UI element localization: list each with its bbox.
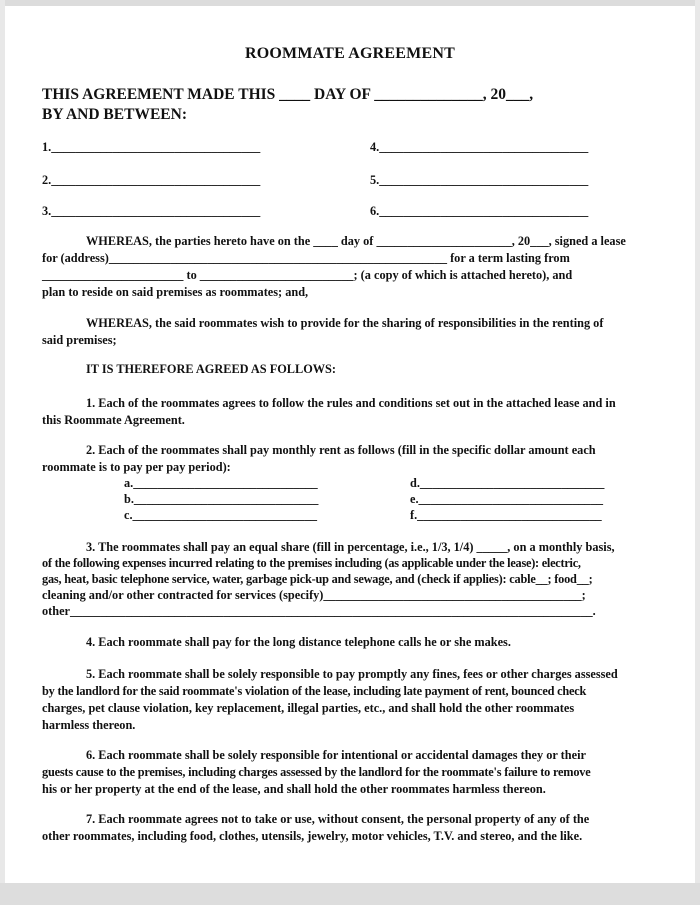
- page-right-edge: [695, 0, 700, 905]
- agreement-date-line: THIS AGREEMENT MADE THIS ____ DAY OF ______________, 20___,: [42, 86, 534, 103]
- whereas-share-line-1: WHEREAS, the said roommates wish to provide for the sharing of responsibilities in the renting of: [86, 316, 604, 330]
- clause-3-line-1: 3. The roommates shall pay an equal share (fill in percentage, i.e., 1/3, 1/4) _____, on a monthly basis,: [86, 540, 615, 554]
- page-bottom-edge: [0, 883, 700, 905]
- clause-7-line-2: other roommates, including food, clothes, utensils, jewelry, motor vehicles, T.V. and stereo, and the like.: [42, 829, 583, 843]
- document-title: ROOMMATE AGREEMENT: [245, 45, 455, 62]
- clause-1-line-1: 1. Each of the roommates agrees to follow the rules and conditions set out in the attached lease and in: [86, 396, 616, 410]
- rent-field-e[interactable]: e.______________________________: [410, 492, 603, 506]
- clause-3-line-2: of the following expenses incurred relating to the premises including (as applicable under the lease): electric,: [42, 556, 581, 570]
- clause-5-line-2: by the landlord for the said roommate's violation of the lease, including late payment of rent, bounced check: [42, 684, 587, 698]
- rent-field-c[interactable]: c.______________________________: [124, 508, 317, 522]
- clause-6-line-2: guests cause to the premises, including charges assessed by the landlord for the roommate's failure to remove: [42, 765, 591, 779]
- agreed-heading: IT IS THEREFORE AGREED AS FOLLOWS:: [86, 362, 336, 376]
- party-3-field[interactable]: 3.__________________________________: [42, 204, 261, 218]
- whereas-lease-line-3: _______________________ to _________________________; (a copy of which is attached hereto), and: [42, 268, 573, 282]
- clause-1-line-2: this Roommate Agreement.: [42, 413, 185, 427]
- party-2-field[interactable]: 2.__________________________________: [42, 173, 261, 187]
- page-left-edge: [0, 0, 5, 905]
- whereas-lease-line-2: for (address)_______________________________________________________ for a term lasting from: [42, 251, 570, 265]
- clause-3-line-5: other_____________________________________________________________________________________.: [42, 604, 596, 618]
- rent-field-b[interactable]: b.______________________________: [124, 492, 319, 506]
- clause-5-line-4: harmless thereon.: [42, 718, 136, 732]
- clause-3-line-4: cleaning and/or other contracted for services (specify)__________________________________________;: [42, 588, 586, 602]
- rent-field-d[interactable]: d.______________________________: [410, 476, 605, 490]
- clause-2-line-2: roommate is to pay per pay period):: [42, 460, 231, 474]
- clause-5-line-3: charges, pet clause violation, key replacement, illegal parties, etc., and shall hold the other roommates: [42, 701, 575, 715]
- clause-5-line-1: 5. Each roommate shall be solely responsible to pay promptly any fines, fees or other charges assessed: [86, 667, 618, 681]
- clause-7-line-1: 7. Each roommate agrees not to take or use, without consent, the personal property of any of the: [86, 812, 590, 826]
- whereas-lease-line-4: plan to reside on said premises as roommates; and,: [42, 285, 309, 299]
- clause-2-line-1: 2. Each of the roommates shall pay monthly rent as follows (fill in the specific dollar amount each: [86, 443, 596, 457]
- clause-3-line-3: gas, heat, basic telephone service, water, garbage pick-up and sewage, and (check if applies): cable__; food__;: [42, 572, 593, 586]
- party-6-field[interactable]: 6.__________________________________: [370, 204, 589, 218]
- page-top-edge: [0, 0, 700, 6]
- rent-field-f[interactable]: f.______________________________: [410, 508, 602, 522]
- whereas-lease-line-1: WHEREAS, the parties hereto have on the ____ day of ______________________, 20___, signed a lease: [86, 234, 626, 248]
- by-and-between-line: BY AND BETWEEN:: [42, 106, 187, 123]
- clause-6-line-3: his or her property at the end of the lease, and shall hold the other roommates harmless thereon.: [42, 782, 546, 796]
- rent-field-a[interactable]: a.______________________________: [124, 476, 318, 490]
- party-1-field[interactable]: 1.__________________________________: [42, 140, 261, 154]
- party-4-field[interactable]: 4.__________________________________: [370, 140, 589, 154]
- whereas-share-line-2: said premises;: [42, 333, 117, 347]
- clause-6-line-1: 6. Each roommate shall be solely responsible for intentional or accidental damages they or their: [86, 748, 586, 762]
- party-5-field[interactable]: 5.__________________________________: [370, 173, 589, 187]
- clause-4: 4. Each roommate shall pay for the long distance telephone calls he or she makes.: [86, 635, 511, 649]
